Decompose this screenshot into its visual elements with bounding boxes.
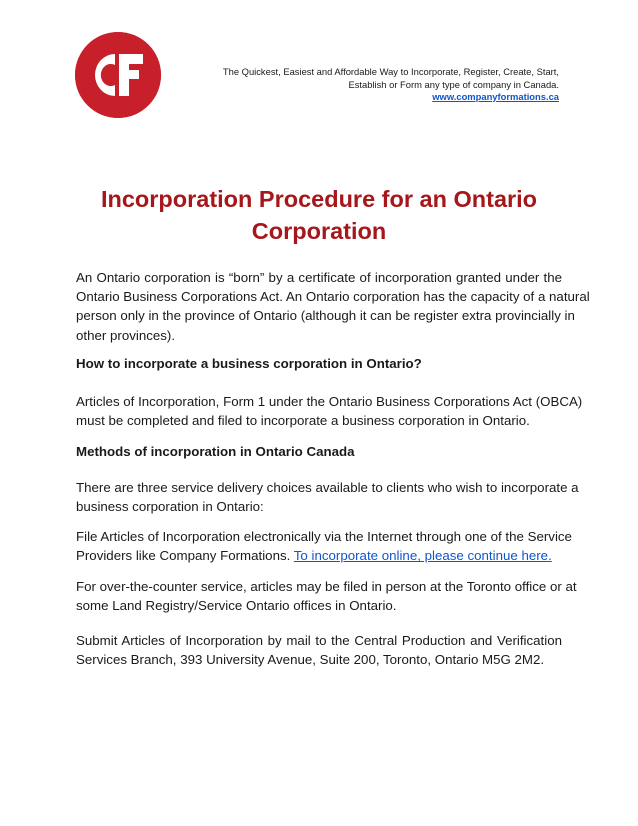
counter-line-2: some Land Registry/Service Ontario offices in Ontario. — [76, 598, 397, 614]
intro-line-2: Ontario Business Corporations Act. An Ontario corporation has the capacity of a natural — [76, 289, 590, 305]
mail-line-2: Services Branch, 393 University Avenue, Suite 200, Toronto, Ontario M5G 2M2. — [76, 652, 545, 668]
document-title — [76, 183, 562, 247]
choices-line-1: There are three service delivery choices available to clients who wish to incorporate a — [76, 480, 579, 495]
intro-line-4: other provinces). — [76, 327, 176, 343]
electronic-line-2-text: Providers like Company Formations. — [76, 548, 291, 564]
header-tagline — [200, 66, 559, 104]
tagline-line-1: The Quickest, Easiest and Affordable Way to Incorporate, Register, Create, Start, — [222, 66, 559, 77]
website-link[interactable]: www.companyformations.ca — [432, 91, 559, 102]
heading-methods: Methods of incorporation in Ontario Canada — [76, 444, 355, 459]
articles-line-2: must be completed and filed to incorporate a business corporation in Ontario. — [76, 413, 530, 429]
electronic-filing-paragraph — [76, 527, 572, 565]
articles-paragraph — [76, 392, 583, 430]
over-the-counter-paragraph — [76, 577, 577, 615]
intro-paragraph — [76, 268, 590, 345]
intro-line-1: An Ontario corporation is “born” by a certificate of incorporation granted under the — [76, 270, 562, 285]
choices-line-2: business corporation in Ontario: — [76, 499, 264, 515]
heading-how-to-incorporate: How to incorporate a business corporation in Ontario? — [76, 356, 422, 371]
title-line-1: Incorporation Procedure for an Ontario — [100, 186, 538, 212]
cf-logo-icon — [75, 32, 161, 118]
choices-paragraph — [76, 478, 579, 516]
tagline-line-2: Establish or Form any type of company in Canada. — [348, 78, 559, 90]
title-line-2: Corporation — [251, 218, 387, 244]
mail-paragraph — [76, 631, 562, 669]
counter-line-1: For over-the-counter service, articles may be filed in person at the Toronto office or at — [76, 579, 577, 594]
electronic-line-2 — [76, 546, 562, 565]
incorporate-online-link[interactable]: To incorporate online, please continue here. — [293, 548, 552, 564]
intro-line-3: person only in the province of Ontario (although it can be register extra provincially in — [76, 308, 575, 324]
mail-line-1: Submit Articles of Incorporation by mail to the Central Production and Verification — [76, 633, 562, 648]
articles-line-1: Articles of Incorporation, Form 1 under the Ontario Business Corporations Act (OBCA) — [76, 394, 583, 409]
company-logo — [75, 32, 161, 118]
electronic-line-1: File Articles of Incorporation electronically via the Internet through one of the Service — [76, 529, 572, 544]
